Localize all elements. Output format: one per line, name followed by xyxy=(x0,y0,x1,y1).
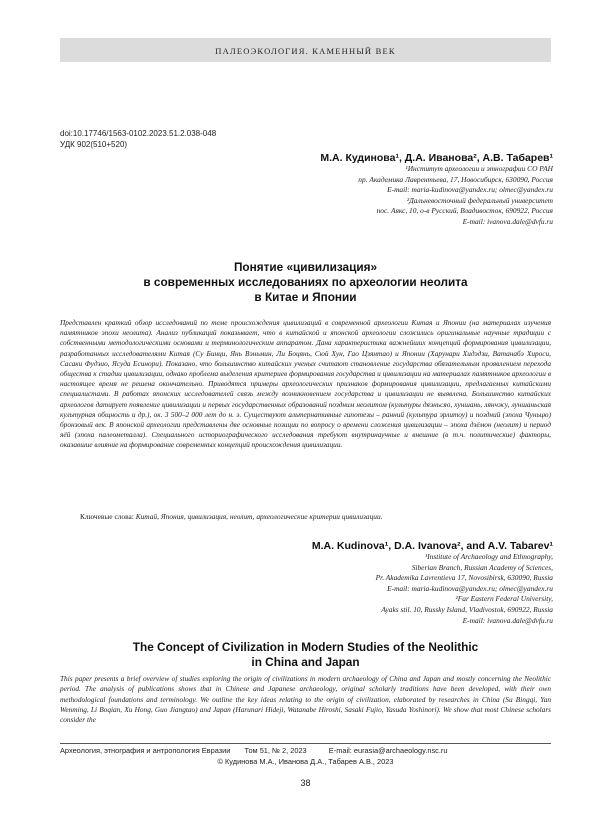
affiliation-line: Siberian Branch, Russian Academy of Sciences, xyxy=(411,562,553,572)
section-title: ПАЛЕОЭКОЛОГИЯ. КАМЕННЫЙ ВЕК xyxy=(215,46,396,56)
affiliation-line: ¹Institute of Archaeology and Ethnography, xyxy=(424,552,553,561)
affiliation-email: E-mail: ivanova.dale@dvfu.ru xyxy=(462,216,553,226)
authors-en: M.A. Kudinova¹, D.A. Ivanova², and A.V. Tabarev¹ xyxy=(311,540,553,552)
copyright: © Кудинова М.А., Иванова Д.А., Табарев А.В., 2023 xyxy=(217,757,394,766)
affiliation-email: E-mail: maria-kudinova@yandex.ru; olmec@yandex.ru xyxy=(387,185,553,195)
title-line: The Concept of Civilization in Modern Studies of the Neolithic xyxy=(132,640,479,654)
affiliation-line: пос. Аякс, 10, о-в Русский, Владивосток, 690922, Россия xyxy=(376,206,553,216)
abstract-ru: Представлен краткий обзор исследований по теме происхождения цивилизаций в современной археологии Китая и Японии (на материалах изучения памятников эпохи неолита). Анализ публикаций показывает, что в китайской и японской археологии сложились оригинальные научные традиции с собственными методологическими основами и терминологическим аппаратом. Дана характеристика важнейших концепций формирования цивилизации, разработанных исследователями Китая (Су Бинци, Янь Вэньмин, Ли Боцянь, Сюй Хун, Гао Цзянтао) и Японии (Харунари Хидэдзи, Ватанабэ Хироси, Сасаки Фудзио, Ясуда Есинори). Показано, что большинство китайских ученых считают становление государства обязательным проявлением перехода общества к стадии цивилизации, однако проблема выделения критериев формирования государства и цивилизации на материалах памятников археологии в настоящее время не решена окончательно. Приводятся примеры археологических признаков формирования цивилизации, предлагаемых китайскими специалистами. В работах японских исследователей связь между возникновением государства и цивилизации не выявлена. Большинство китайских археологов датирует появление цивилизации и первых государственных образований поздним неолитом (культуры дяэньсяо, хуншань, лянчжу, луншаньская культурная общность и др.), ок. 3 500–2 000 лет до н. э. Существуют альтернативные гипотезы – ранний (культура эрлитоу) и поздний (эпоха Чуньцю) бронзовый век. В японской археологии представлены две основные позиции по вопросу о времени сложения цивилизации – эпоха дзёмон (неолит) и период яёй (эпоха палеометалла). Специального историографического исследования требуют внутринаучные и внешние (в т.ч. политические) факторы, оказавшие влияние на формирование современных концепций происхождения цивилизации. xyxy=(60,318,551,450)
article-title-en xyxy=(60,640,551,670)
title-line: in China and Japan xyxy=(251,655,360,669)
title-line: в современных исследованиях по археологии неолита xyxy=(143,275,468,289)
affiliation-line: пр. Академика Лаврентьева, 17, Новосибирск, 630090, Россия xyxy=(358,174,553,184)
affiliation-line: ¹Институт археологии и этнографии СО РАН xyxy=(405,164,553,173)
article-title-ru xyxy=(60,260,551,305)
authors-ru: М.А. Кудинова¹, Д.А. Иванова², А.В. Табарев¹ xyxy=(320,152,553,164)
journal-name: Археология, этнография и антропология Евразии xyxy=(60,746,231,755)
udc-code: УДК 902(510+520) xyxy=(60,140,128,149)
affiliation-line: Pr. Akademika Lavrentieva 17, Novosibirsk, 630090, Russia xyxy=(375,573,553,583)
keywords-label: Ключевые слова: xyxy=(80,512,134,521)
affiliation-email: E-mail: maria-kudinova@yandex.ru; olmec@yandex.ru xyxy=(387,583,553,593)
doi: doi:10.17746/1563-0102.2023.51.2.038-048 xyxy=(60,129,217,138)
journal-email: E-mail: eurasia@archaeology.nsc.ru xyxy=(328,746,448,755)
page-number: 38 xyxy=(300,778,311,788)
affiliations-en xyxy=(233,552,553,626)
section-header xyxy=(60,38,551,62)
affiliation-line: ²Дальневосточный федеральный университет xyxy=(406,195,553,205)
affiliation-email: E-mail: ivanova.dale@dvfu.ru xyxy=(462,615,553,625)
journal-footer xyxy=(60,746,551,755)
affiliation-line: ²Far Eastern Federal University, xyxy=(455,594,553,604)
footer-divider xyxy=(60,743,551,744)
keywords-text: Китай, Япония, цивилизация, неолит, археологические критерии цивилизации. xyxy=(135,512,383,521)
journal-volume: Том 51, № 2, 2023 xyxy=(244,746,307,755)
keywords-ru xyxy=(80,512,551,521)
title-line: Понятие «цивилизация» xyxy=(233,260,378,274)
affiliations-ru xyxy=(233,164,553,228)
affiliation-line: Ayaks stil. 10, Russky Island, Vladivostok, 690922, Russia xyxy=(381,604,553,614)
abstract-en: This paper presents a brief overview of studies exploring the origin of civilizations in modern archaeology of China and Japan and mostly concerning the Neolithic period. The analysis of publications shows that in Chinese and Japanese archaeology, original scholarly traditions have been developed, with their own methodological foundations and terminology. We outline the key ideas relating to the origin of civilization, elaborated by researches in China (Su Bingqi, Yan Wenming, Li Boqian, Xu Hong, Guo Jiangtao) and Japan (Harunari Hideji, Watanabe Hiroshi, Sasaki Fujio, Yasuda Yoshinori). We show that most Chinese scholars consider the xyxy=(60,674,551,725)
title-line: в Китае и Японии xyxy=(254,290,357,304)
